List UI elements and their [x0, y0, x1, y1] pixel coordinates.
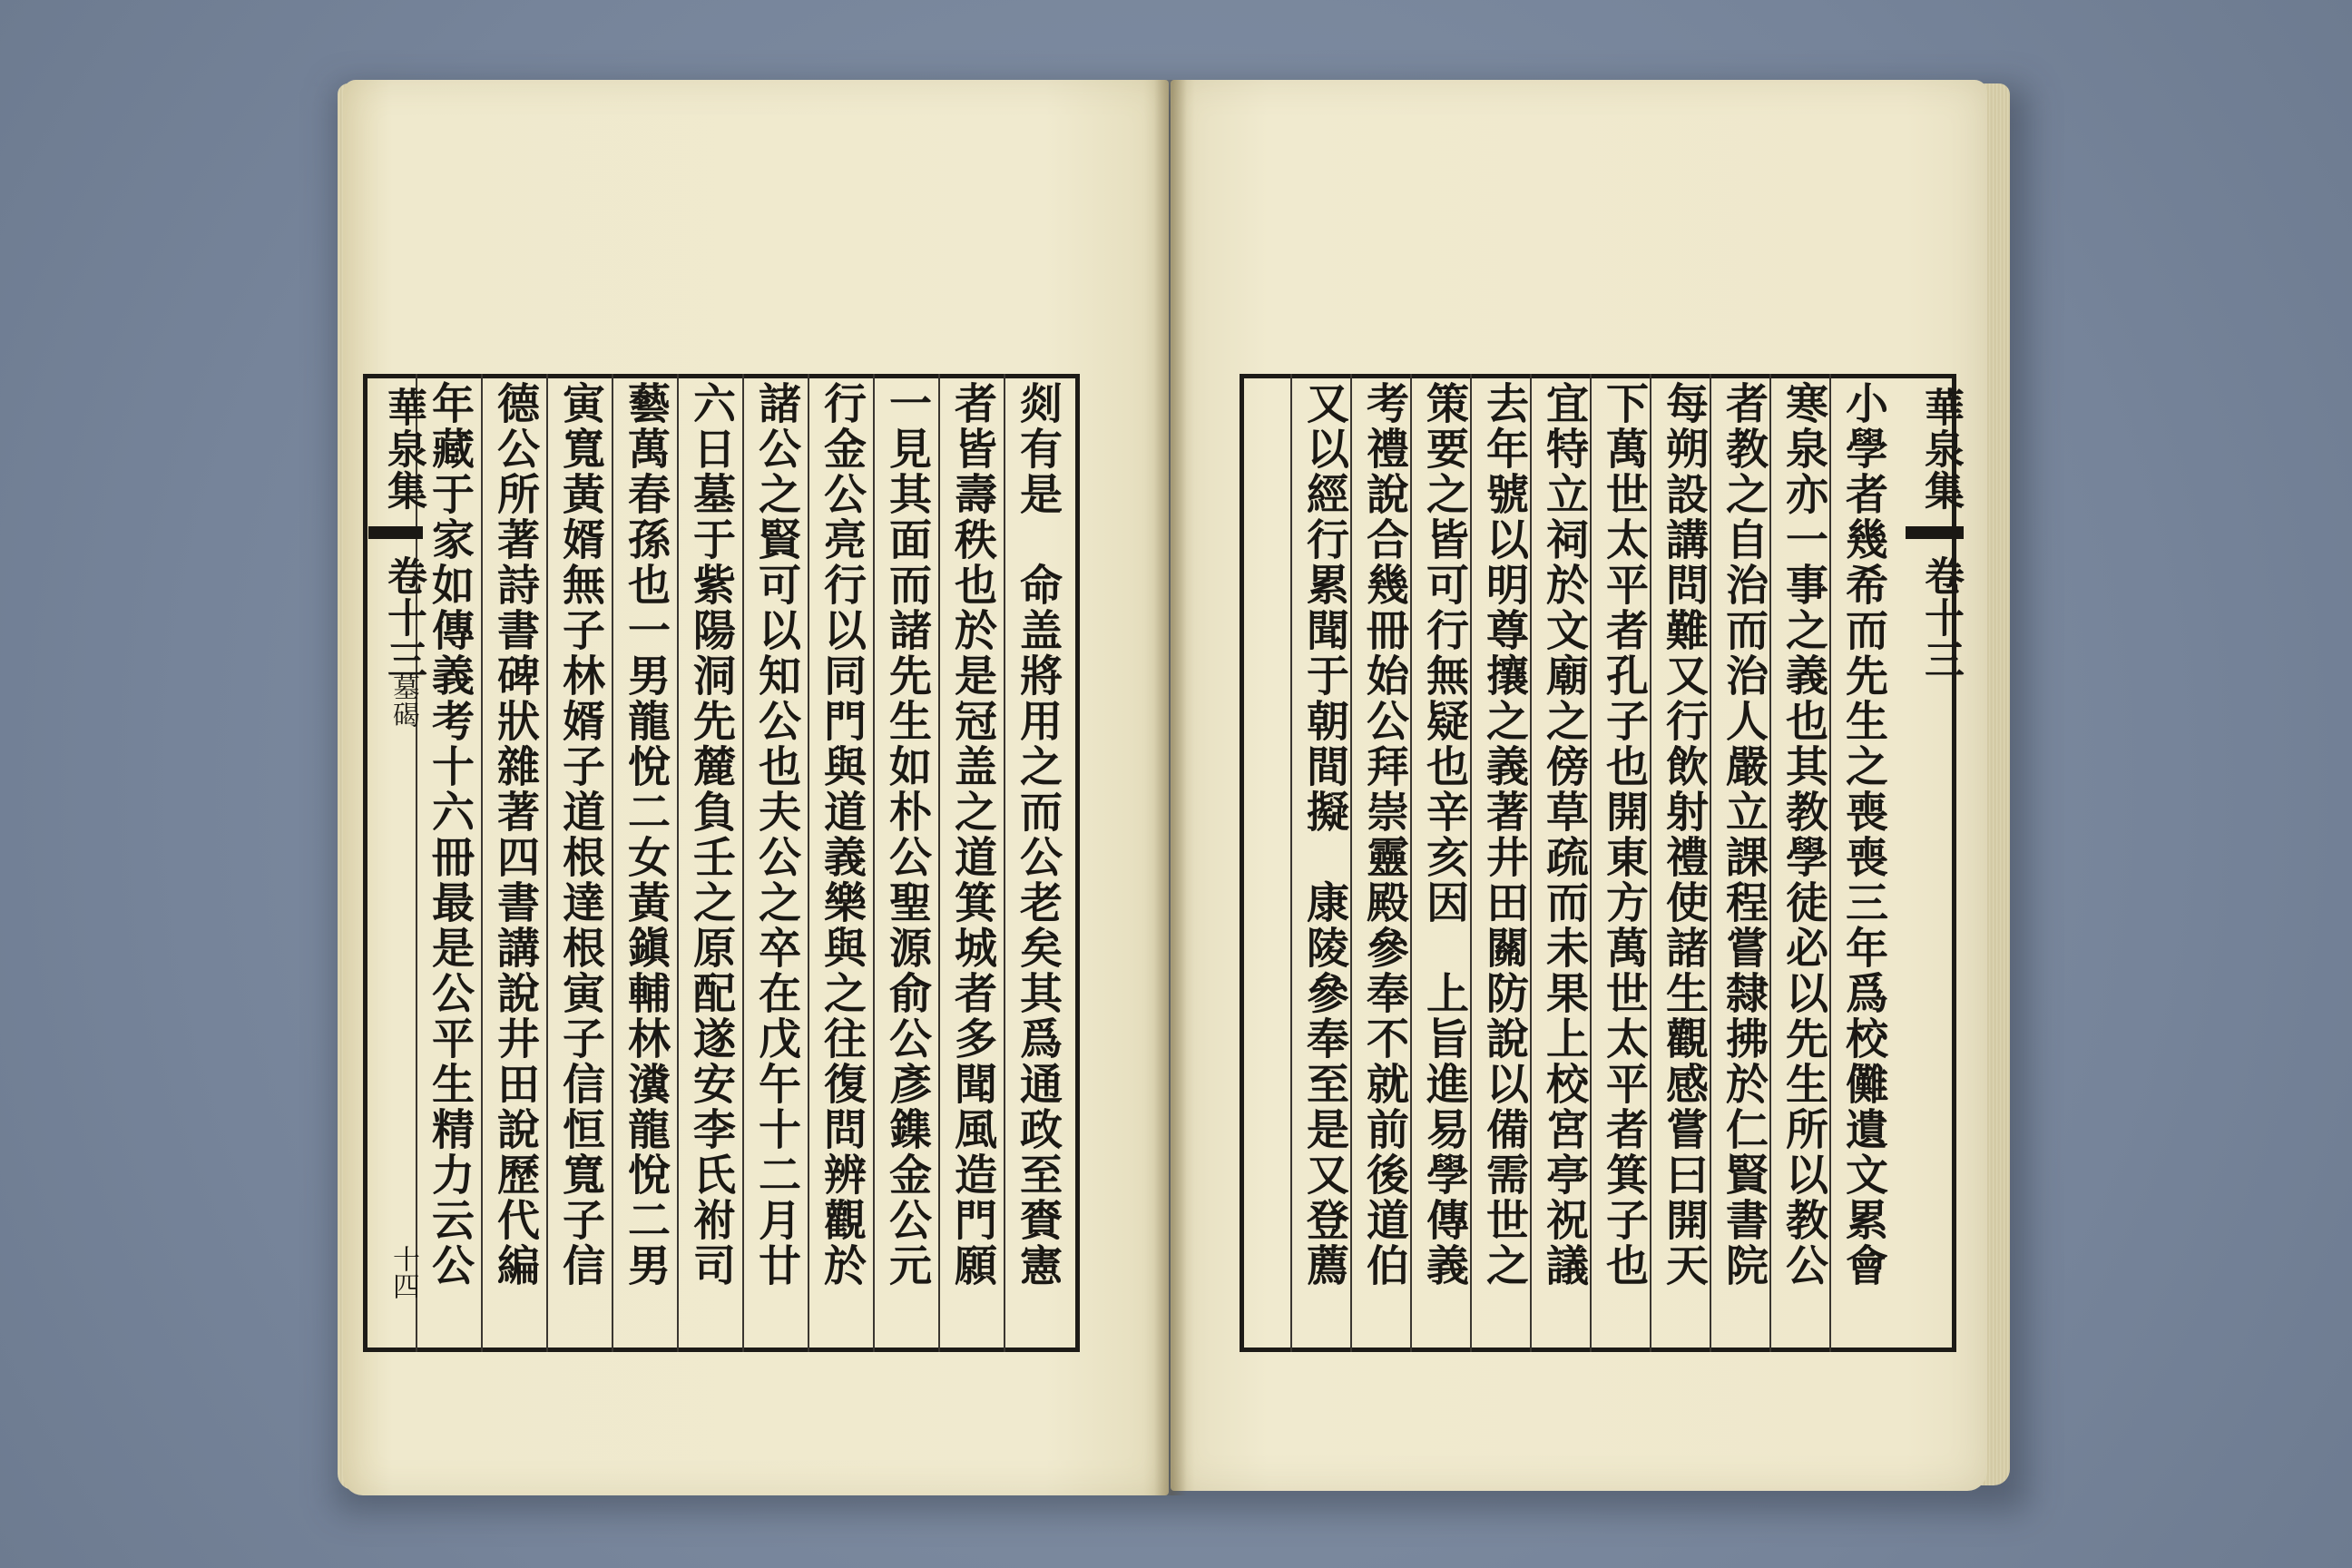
left-fishtail-band	[368, 526, 423, 539]
left-page-column: 寅寬黃婿無子林婿子道根達根寅子信恒寬子信	[555, 381, 605, 1289]
right-page-column: 者教之自治而治人嚴立課程嘗隸拂於仁賢書院	[1719, 381, 1769, 1289]
column-rule	[1004, 374, 1005, 1352]
right-page-column: 小學者幾希而先生之喪喪三年爲校儺遺文累會	[1838, 381, 1888, 1289]
column-rule	[481, 374, 483, 1352]
column-rule	[677, 374, 679, 1352]
column-rule	[742, 374, 744, 1352]
left-page-column: 德公所著詩書碑狀雜著四書講說井田說歷代編	[490, 381, 540, 1289]
right-margin-volume: 卷十三	[1917, 555, 1964, 681]
column-rule	[612, 374, 613, 1352]
right-page-column: 去年號以明尊攘之義著井田關防說以備需世之	[1479, 381, 1529, 1289]
right-page-column: 又以經行累聞于朝間擬 康陵參奉至是又登薦	[1299, 381, 1349, 1289]
left-page-column: 年藏于家如傳義考十六冊最是公平生精力云公	[425, 381, 475, 1289]
left-page-column: 剡有是 命盖將用之而公老矣其爲通政至賚憲	[1013, 381, 1063, 1289]
right-margin-title: 華泉集	[1917, 387, 1964, 512]
column-rule	[808, 374, 809, 1352]
left-margin-section: 墓碣	[387, 673, 419, 728]
left-page-column: 一見其面而諸先生如朴公聖源俞公彥鏶金公元	[882, 381, 932, 1289]
left-page-column: 六日墓于紫陽洞先麓負壬之原配遂安李氏祔司	[686, 381, 736, 1289]
right-page-column: 每朔設講問難又行飲射禮使諸生觀感嘗曰開天	[1659, 381, 1709, 1289]
right-page-column: 考禮說合幾冊始公拜崇靈殿參奉不就前後道伯	[1359, 381, 1409, 1289]
column-rule	[546, 374, 548, 1352]
right-page-column: 宜特立祠於文廟之傍草疏而未果上校宮亭祝議	[1539, 381, 1589, 1289]
column-rule	[938, 374, 940, 1352]
left-margin-volume: 卷十三	[380, 555, 426, 681]
left-page-column: 藝萬春孫也一男龍悅二女黃鎭輔林瀵龍悅二男	[621, 381, 671, 1289]
right-fishtail-band	[1906, 526, 1964, 539]
right-page-column: 下萬世太平者孔子也開東方萬世太平者箕子也	[1599, 381, 1649, 1289]
left-margin-title: 華泉集	[380, 387, 426, 512]
left-page-column: 者皆壽秩也於是冠盖之道箕城者多聞風造門願	[947, 381, 997, 1289]
left-margin-page-number: 十四	[387, 1245, 419, 1299]
book-gutter	[1154, 80, 1187, 1495]
column-rule	[873, 374, 875, 1352]
column-rule	[1290, 374, 1292, 1352]
left-page-margin-strip	[365, 374, 426, 1352]
right-page-margin-strip	[1906, 374, 1967, 1352]
right-page-column: 策要之皆可行無疑也辛亥因 上旨進易學傳義	[1419, 381, 1469, 1289]
left-page-column: 行金公亮行以同門與道義樂與之往復問辨觀於	[817, 381, 867, 1289]
left-page-column: 諸公之賢可以知公也夫公之卒在戊午十二月廿	[751, 381, 801, 1289]
right-page-column: 寒泉亦一事之義也其教學徒必以先生所以教公	[1779, 381, 1828, 1289]
